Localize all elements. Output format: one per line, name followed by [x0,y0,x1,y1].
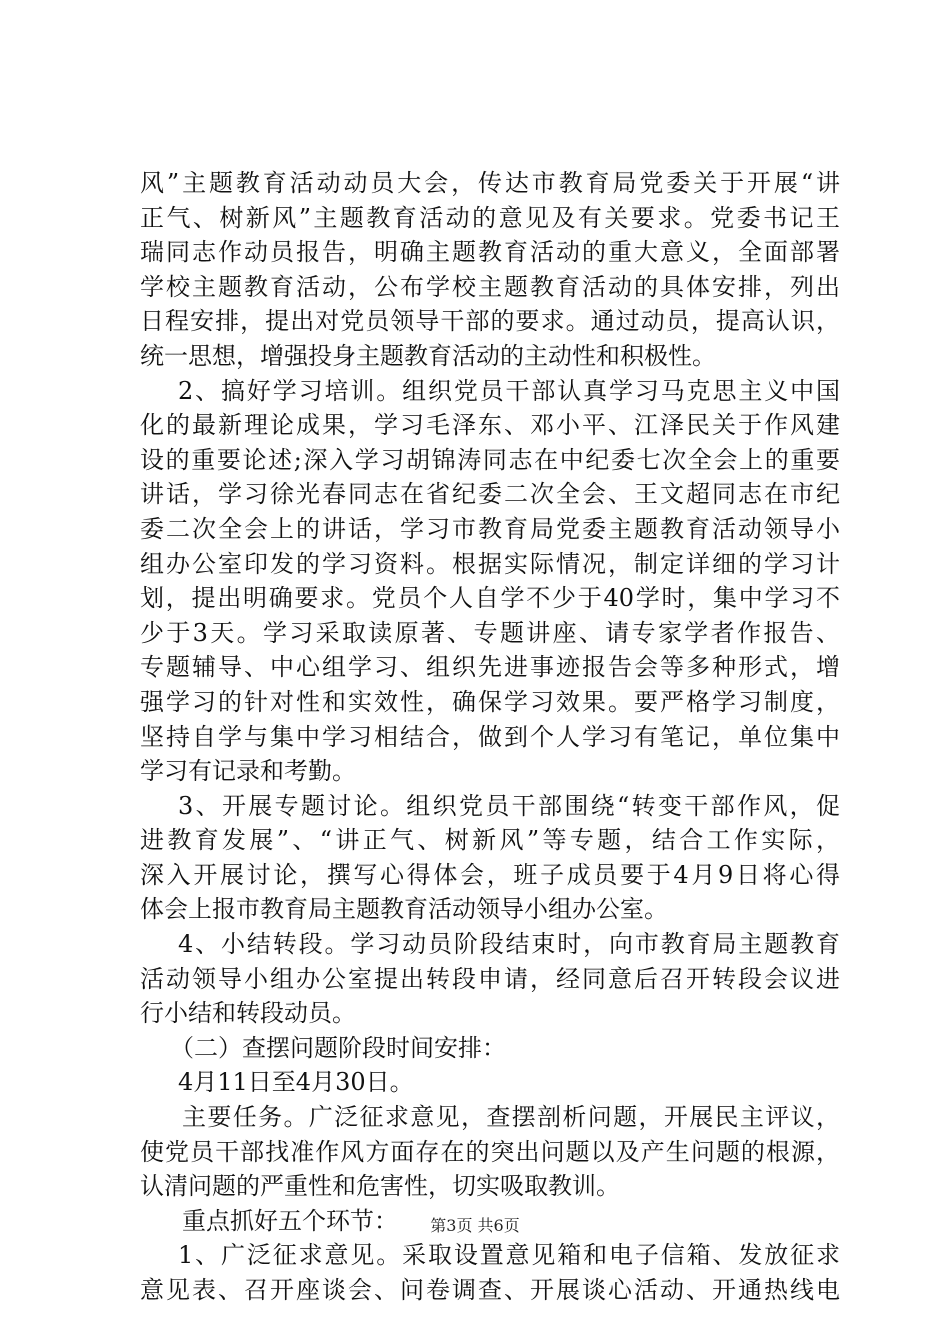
text-line: 讲话，学习徐光春同志在省纪委二次全会、王文超同志在市纪 [140,480,840,509]
text-line: 4月11日至4月30日。 [178,1068,414,1097]
text-line: 坚持自学与集中学习相结合，做到个人学习有笔记，单位集中 [140,722,840,751]
text-line: 认清问题的严重性和危害性，切实吸取教训。 [140,1172,620,1201]
text-line: 2、搞好学习培训。组织党员干部认真学习马克思主义中国 [178,376,840,405]
text-line: 主要任务。广泛征求意见，查摆剖析问题，开展民主评议， [182,1103,840,1132]
text-line: 强学习的针对性和实效性，确保学习效果。要严格学习制度， [140,687,840,716]
page-footer: 第3页 共6页 [430,1216,520,1235]
text-line: 划，提出明确要求。党员个人自学不少于40学时，集中学习不 [140,584,840,613]
text-line: 重点抓好五个环节： [182,1206,398,1235]
document-body [140,166,840,1308]
text-line: 统一思想，增强投身主题教育活动的主动性和积极性。 [140,341,716,370]
text-line: 瑞同志作动员报告，明确主题教育活动的重大意义，全面部署 [140,238,840,267]
text-line: 日程安排，提出对党员领导干部的要求。通过动员，提高认识， [140,307,840,336]
text-line: 1、广泛征求意见。采取设置意见箱和电子信箱、发放征求 [178,1241,840,1270]
text-line: 专题辅导、中心组学习、组织先进事迹报告会等多种形式，增 [140,653,840,682]
text-line: 活动领导小组办公室提出转段申请，经同意后召开转段会议进 [140,964,840,993]
section-heading: （二）查摆问题阶段时间安排： [170,1033,506,1062]
text-line: 使党员干部找准作风方面存在的突出问题以及产生问题的根源， [140,1137,840,1166]
text-line: 体会上报市教育局主题教育活动领导小组办公室。 [140,895,668,924]
text-line: 学习有记录和考勤。 [140,757,356,786]
text-line: 设的重要论述;深入学习胡锦涛同志在中纪委七次全会上的重要 [140,445,840,474]
text-line: 深入开展讨论，撰写心得体会，班子成员要于4月9日将心得 [140,860,840,889]
text-line: 组办公室印发的学习资料。根据实际情况，制定详细的学习计 [140,549,840,578]
text-line: 正气、树新风”主题教育活动的意见及有关要求。党委书记王 [140,203,840,232]
text-line: 化的最新理论成果，学习毛泽东、邓小平、江泽民关于作风建 [140,411,840,440]
text-line: 学校主题教育活动，公布学校主题教育活动的具体安排，列出 [140,272,840,301]
text-line: 委二次全会上的讲话，学习市教育局党委主题教育活动领导小 [140,514,840,543]
text-line: 意见表、召开座谈会、问卷调查、开展谈心活动、开通热线电 [140,1276,840,1304]
text-line: 行小结和转段动员。 [140,999,356,1028]
text-line: 风”主题教育活动动员大会，传达市教育局党委关于开展“讲 [140,169,840,197]
text-line: 少于3天。学习采取读原著、专题讲座、请专家学者作报告、 [140,618,840,647]
text-line: 3、开展专题讨论。组织党员干部围绕“转变干部作风，促 [178,791,840,820]
text-line: 4、小结转段。学习动员阶段结束时，向市教育局主题教育 [178,930,840,959]
text-line: 进教育发展”、“讲正气、树新风”等专题，结合工作实际， [140,826,840,855]
